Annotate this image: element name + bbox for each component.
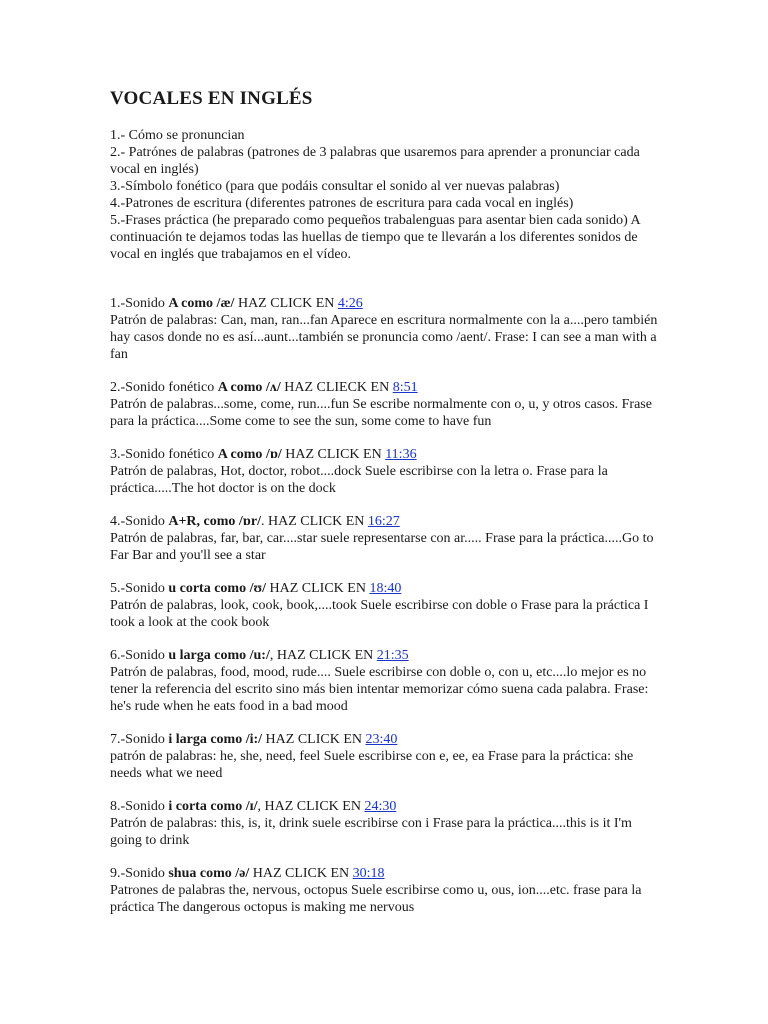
section-body: Patrón de palabras, Hot, doctor, robot....dock Suele escribirse con la letra o. Frase para la práctica.....The hot doctor is on the dock	[110, 464, 608, 496]
section-prefix: 8.-Sonido	[110, 799, 169, 814]
vowel-sections	[110, 295, 660, 916]
timestamp-link[interactable]: 23:40	[365, 732, 398, 747]
intro-item: 4.-Patrones de escritura (diferentes patrones de escritura para cada vocal en inglés)	[110, 196, 574, 211]
section-prefix: 4.-Sonido	[110, 514, 169, 529]
timestamp-link[interactable]: 30:18	[352, 866, 385, 881]
section-sound: A como /ɒ/	[217, 447, 282, 462]
timestamp-link[interactable]: 18:40	[369, 581, 402, 596]
section-body: patrón de palabras: he, she, need, feel Suele escribirse con e, ee, ea Frase para la práctica: she needs what we need	[110, 749, 634, 781]
section-body: Patrones de palabras the, nervous, octopus Suele escribirse como u, ous, ion....etc. frase para la práctica The dangerous octopus is making me nervous	[110, 883, 642, 915]
section-sound: A como /ʌ/	[217, 380, 281, 395]
section-click-text: HAZ CLICK EN	[234, 296, 338, 311]
document-title: VOCALES EN INGLÉS	[110, 88, 313, 109]
section-heading	[110, 295, 660, 312]
section-heading	[110, 580, 660, 597]
vowel-section-5	[110, 580, 660, 631]
section-sound: A como /æ/	[168, 296, 235, 311]
section-prefix: 9.-Sonido	[110, 866, 169, 881]
intro-list	[110, 127, 660, 263]
section-sound: shua como /ə/	[168, 866, 250, 881]
section-prefix: 5.-Sonido	[110, 581, 169, 596]
section-sound: u corta como /ʊ/	[168, 581, 267, 596]
vowel-section-2	[110, 379, 660, 430]
timestamp-link[interactable]: 16:27	[367, 514, 400, 529]
timestamp-link[interactable]: 4:26	[337, 296, 363, 311]
section-click-text: HAZ CLICK EN	[249, 866, 353, 881]
section-prefix: 7.-Sonido	[110, 732, 169, 747]
section-sound: i larga como /i:/	[168, 732, 263, 747]
section-click-text: , HAZ CLICK EN	[269, 648, 377, 663]
section-click-text: HAZ CLICK EN	[262, 732, 366, 747]
document-page	[110, 88, 660, 932]
section-prefix: 3.-Sonido fonético	[110, 447, 218, 462]
vowel-section-3	[110, 446, 660, 497]
section-prefix: 2.-Sonido fonético	[110, 380, 218, 395]
section-heading	[110, 647, 660, 664]
section-heading	[110, 731, 660, 748]
section-sound: u larga como /u:/	[168, 648, 270, 663]
section-body: Patrón de palabras: Can, man, ran...fan Aparece en escritura normalmente con la a....pero también hay casos donde no es así...aunt...también se pronuncia como /aent/. Frase: I can see a man with a fan	[110, 313, 658, 362]
vowel-section-8	[110, 798, 660, 849]
section-prefix: 6.-Sonido	[110, 648, 169, 663]
section-click-text: HAZ CLIECK EN	[280, 380, 393, 395]
section-heading	[110, 513, 660, 530]
section-body: Patrón de palabras: this, is, it, drink suele escribirse con i Frase para la práctica....this is it I'm going to drink	[110, 816, 632, 848]
timestamp-link[interactable]: 11:36	[385, 447, 417, 462]
vowel-section-1	[110, 295, 660, 363]
intro-item: 1.- Cómo se pronuncian	[110, 128, 245, 143]
section-sound: A+R, como /ɒr/	[168, 514, 261, 529]
section-click-text: HAZ CLICK EN	[266, 581, 370, 596]
section-body: Patrón de palabras, far, bar, car....star suele representarse con ar..... Frase para la práctica.....Go to Far Bar and you'll see a star	[110, 531, 654, 563]
section-sound: i corta como /ɪ/	[168, 799, 258, 814]
section-heading	[110, 865, 660, 882]
section-heading	[110, 798, 660, 815]
vowel-section-7	[110, 731, 660, 782]
timestamp-link[interactable]: 8:51	[392, 380, 418, 395]
vowel-section-9	[110, 865, 660, 916]
section-click-text: , HAZ CLICK EN	[257, 799, 365, 814]
section-heading	[110, 446, 660, 463]
vowel-section-6	[110, 647, 660, 715]
timestamp-link[interactable]: 24:30	[364, 799, 397, 814]
section-body: Patrón de palabras, food, mood, rude.... Suele escribirse con doble o, con u, etc....lo mejor es no tener la referencia del escrito sino más bien intentar memorizar cómo suena cada palabra. Frase: he's rude when he eats food in a bad mood	[110, 665, 649, 714]
section-heading	[110, 379, 660, 396]
intro-item: 5.-Frases práctica (he preparado como pequeños trabalenguas para asentar bien cada sonido) A continuación te dejamos todas las huellas de tiempo que te llevarán a los diferentes sonidos de vocal en inglés que trabajamos en el vídeo.	[110, 213, 640, 262]
section-click-text: HAZ CLICK EN	[281, 447, 386, 462]
section-body: Patrón de palabras...some, come, run....fun Se escribe normalmente con o, u, y otros casos. Frase para la práctica....Some come to see the sun, some come to have fun	[110, 397, 652, 429]
vowel-section-4	[110, 513, 660, 564]
section-prefix: 1.-Sonido	[110, 296, 169, 311]
intro-item: 2.- Patrónes de palabras (patrones de 3 palabras que usaremos para aprender a pronunciar cada vocal en inglés)	[110, 145, 640, 177]
timestamp-link[interactable]: 21:35	[376, 648, 409, 663]
intro-item: 3.-Símbolo fonético (para que podáis consultar el sonido al ver nuevas palabras)	[110, 179, 560, 194]
section-body: Patrón de palabras, look, cook, book,....took Suele escribirse con doble o Frase para la práctica I took a look at the cook book	[110, 598, 649, 630]
section-click-text: . HAZ CLICK EN	[260, 514, 368, 529]
